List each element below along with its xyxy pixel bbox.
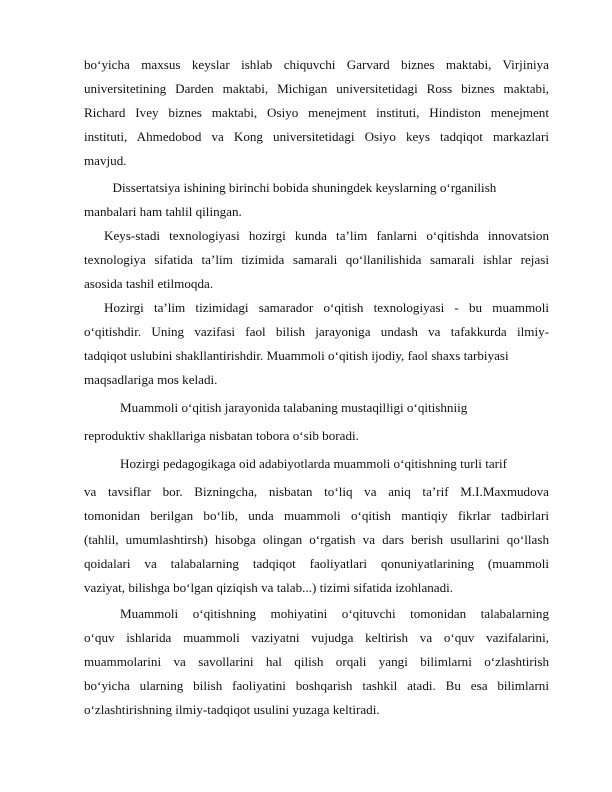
text-line-18: va tavsiflar bor. Bizningcha, nisbatan to‘liq va aniq ta’rif M.I.Maxmudova: [84, 484, 549, 499]
text-line-16: reproduktiv shakllariga nisbatan tobora o‘sib boradi.: [84, 428, 359, 443]
text-line-22: vaziyat, bilishga bo‘lgan qiziqish va talab...) tizimi sifatida izohlanadi.: [84, 580, 454, 595]
text-line-20: (tahlil, umumlashtirsh) hisobga olingan o‘rgatish va dars berish usullarini qo‘llash: [84, 532, 549, 547]
text-line-13: tadqiqot uslubini shakllantirishdir. Muammoli o‘qitish ijodiy, faol shaxs tarbiyasi: [84, 348, 509, 363]
text-line-2: universitetining Darden maktabi, Michigan universitetidagi Ross biznes maktabi,: [84, 81, 549, 96]
text-line-19: tomonidan berilgan bo‘lib, unda muammoli o‘qitish mantiqiy fikrlar tadbirlari: [84, 508, 549, 523]
text-line-4: instituti, Ahmedobod va Kong universitetidagi Osiyo keys tadqiqot markazlari: [84, 129, 549, 144]
text-line-24: o‘quv ishlarida muammoli vaziyatni vujudga keltirish va o‘quv vazifalarini,: [84, 630, 549, 645]
text-line-26: bo‘yicha ularning bilish faoliyatini boshqarish tashkil atadi. Bu esa bilimlarni: [84, 678, 549, 693]
text-line-14: maqsadlariga mos keladi.: [84, 372, 218, 387]
text-line-5: mavjud.: [84, 153, 127, 168]
text-line-25: muammolarini va savollarini hal qilish orqali yangi bilimlarni o‘zlashtirish: [84, 654, 549, 669]
text-line-6: Dissertatsiya ishining birinchi bobida shuningdek keyslarning o‘rganilish: [106, 180, 497, 195]
text-line-7: manbalari ham tahlil qilingan.: [84, 204, 242, 219]
text-line-10: asosida tashil etilmoqda.: [84, 276, 214, 291]
text-line-23: Muammoli o‘qitishning mohiyatini o‘qituvchi tomonidan talabalarning: [120, 606, 549, 621]
text-line-17: Hozirgi pedagogikaga oid adabiyotlarda muammoli o‘qitishning turli tarif: [120, 456, 508, 471]
text-line-11: Hozirgi ta’lim tizimidagi samarador o‘qitish texnologiyasi - bu muammoli: [104, 300, 549, 315]
text-line-15: Muammoli o‘qitish jarayonida talabaning mustaqilligi o‘qitishniig: [120, 400, 468, 415]
text-line-27: o‘zlashtirishning ilmiy-tadqiqot usulini yuzaga keltiradi.: [84, 702, 380, 717]
text-line-3: Richard Ivey biznes maktabi, Osiyo menejment instituti, Hindiston menejment: [84, 105, 549, 120]
text-line-1: bo‘yicha maxsus keyslar ishlab chiquvchi Garvard biznes maktabi, Virjiniya: [84, 57, 549, 72]
text-line-9: texnologiya sifatida ta’lim tizimida samarali qo‘llanilishida samarali ishlar rejasi: [84, 252, 549, 267]
text-line-12: o‘qitishdir. Uning vazifasi faol bilish jarayoniga undash va tafakkurda ilmiy-: [84, 324, 549, 339]
text-line-8: Keys-stadi texnologiyasi hozirgi kunda ta’lim fanlarni o‘qitishda innovatsion: [104, 228, 549, 243]
text-line-21: qoidalari va talabalarning tadqiqot faoliyatlari qonuniyatlarining (muammoli: [84, 556, 549, 571]
